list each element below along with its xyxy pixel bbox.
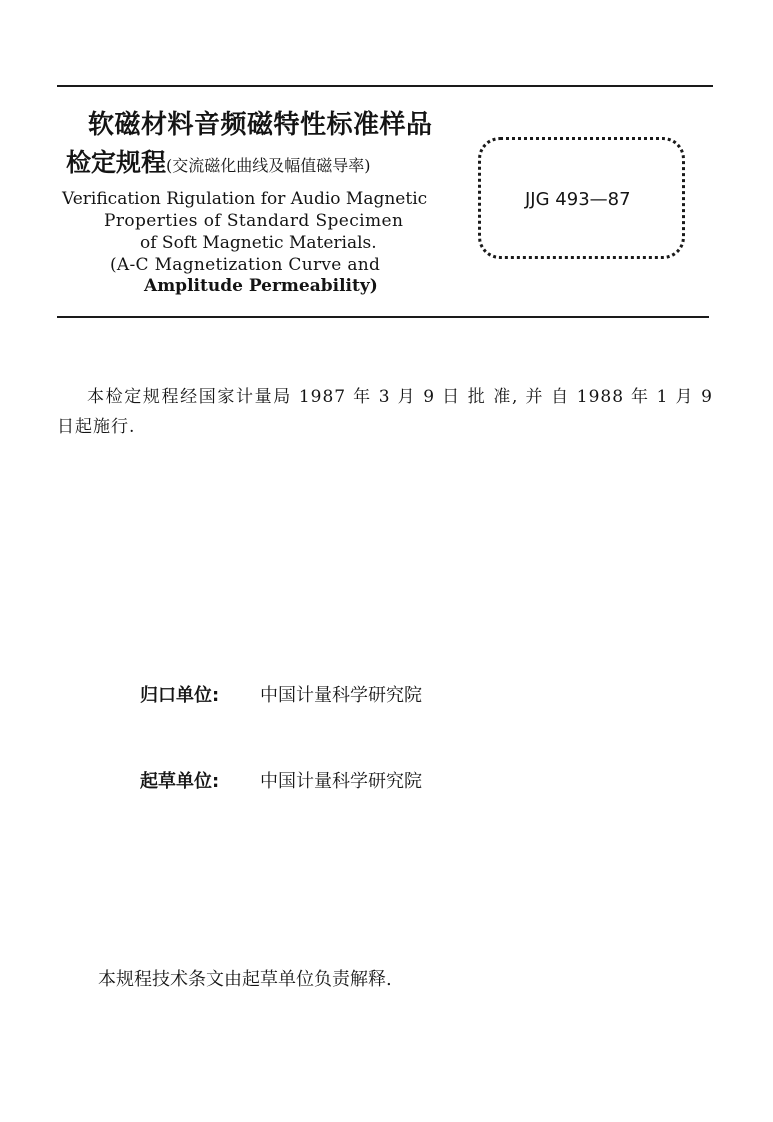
responsible-unit-label: 归口单位: bbox=[140, 685, 220, 706]
drafting-unit-row bbox=[140, 767, 422, 793]
responsible-unit-value: 中国计量科学研究院 bbox=[260, 685, 422, 706]
approval-statement: 本检定规程经国家计量局 1987 年 3 月 9 日 批 准, 并 自 1988 年 1 月 9 日起施行. bbox=[57, 387, 713, 437]
title-chinese-subtitle: (交流磁化曲线及幅值磁导率) bbox=[166, 156, 371, 175]
title-chinese-main: 检定规程 bbox=[66, 148, 167, 177]
top-rule bbox=[57, 85, 713, 87]
drafting-unit-label: 起草单位: bbox=[140, 771, 220, 792]
title-english-line: (A-C Magnetization Curve and bbox=[110, 255, 381, 275]
drafting-unit-value: 中国计量科学研究院 bbox=[260, 771, 422, 792]
regulation-code: JJG 493—87 bbox=[525, 189, 631, 210]
title-english-line: Amplitude Permeability) bbox=[144, 276, 378, 296]
responsible-unit-row bbox=[140, 681, 422, 707]
bottom-rule bbox=[57, 316, 709, 318]
title-english-line: Verification Rigulation for Audio Magnetic bbox=[62, 189, 428, 209]
title-chinese-line2 bbox=[66, 143, 371, 179]
title-chinese: 软磁材料音频磁特性标准样品 bbox=[88, 110, 433, 140]
title-english-line: Properties of Standard Specimen bbox=[104, 211, 404, 231]
title-english-line: of Soft Magnetic Materials. bbox=[140, 233, 377, 253]
interpretation-note: 本规程技术条文由起草单位负责解释. bbox=[98, 969, 392, 990]
